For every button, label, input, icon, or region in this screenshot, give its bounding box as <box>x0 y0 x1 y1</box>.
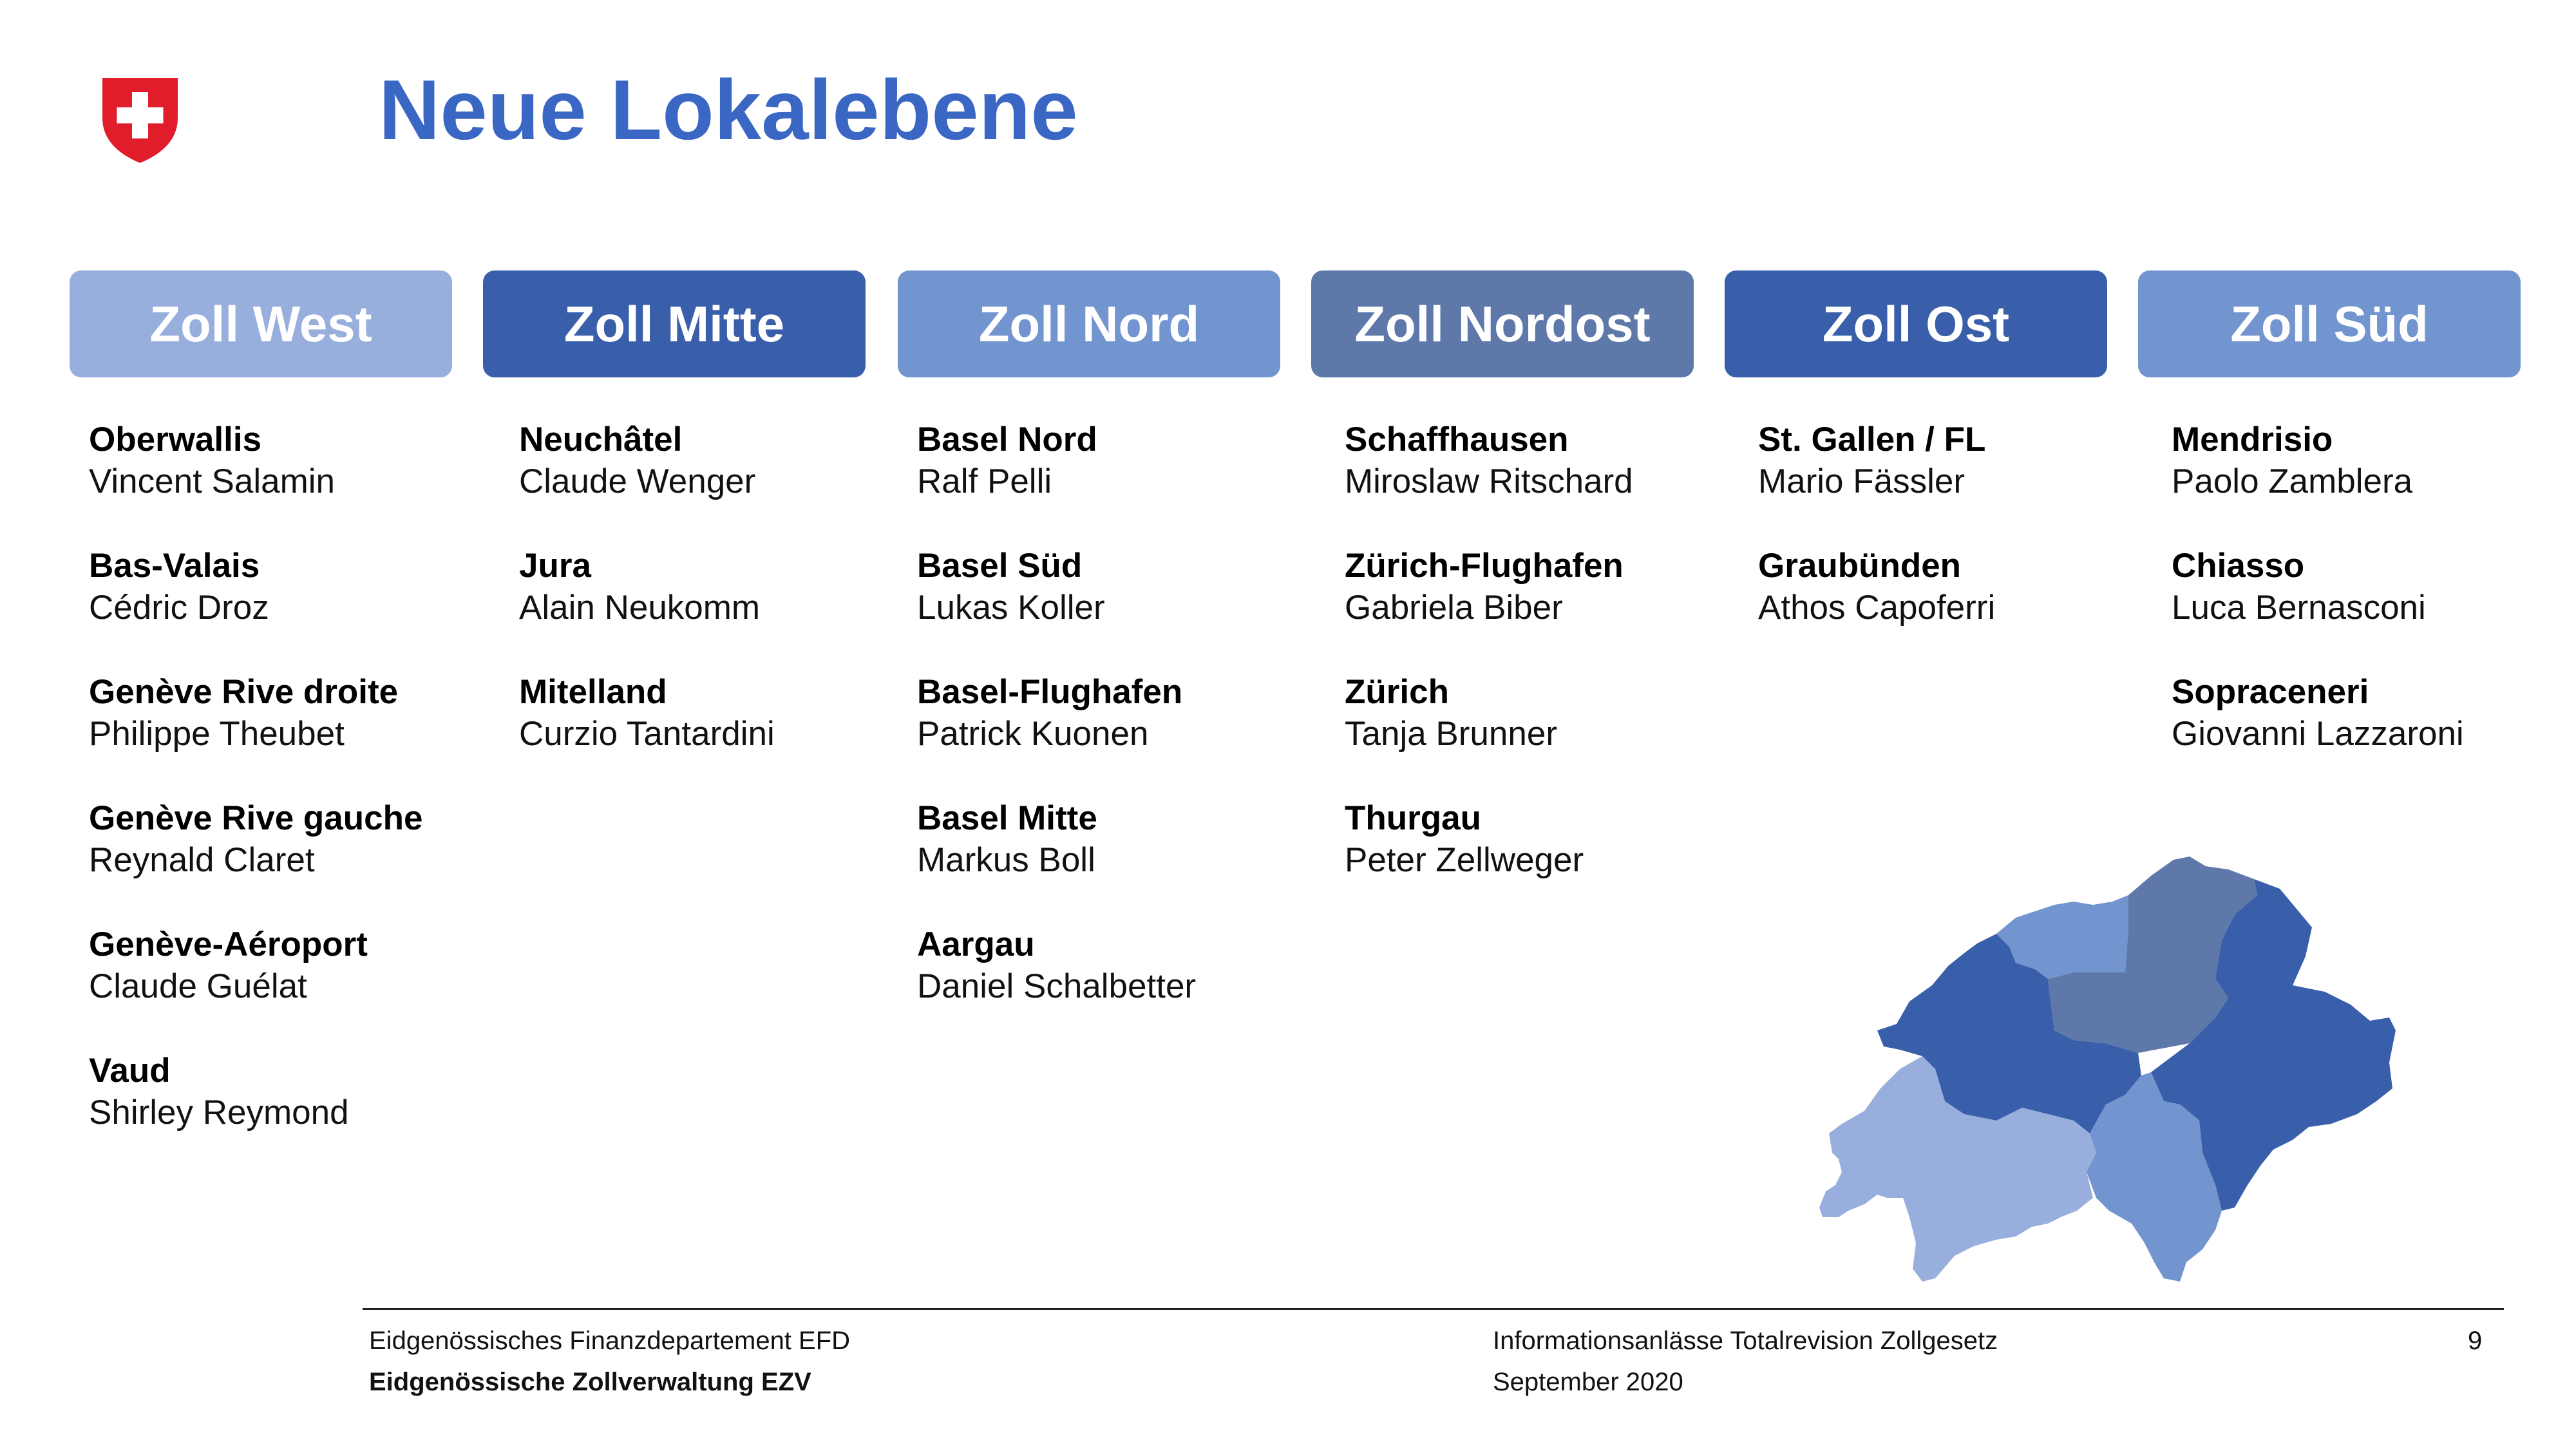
office-entry <box>519 671 918 797</box>
footer-divider <box>363 1308 2504 1310</box>
office-name: Chiasso <box>2172 547 2305 585</box>
office-head: Mario Fässler <box>1758 462 1965 500</box>
office-name: Bas-Valais <box>89 547 260 585</box>
office-entry <box>917 545 1316 671</box>
office-head: Markus Boll <box>917 841 1095 879</box>
office-name: Neuchâtel <box>519 421 683 459</box>
office-head: Luca Bernasconi <box>2172 589 2426 627</box>
office-name: Mitelland <box>519 673 667 711</box>
office-name: Thurgau <box>1345 799 1481 837</box>
office-entry <box>917 923 1316 1050</box>
office-entry <box>89 671 488 797</box>
office-head: Alain Neukomm <box>519 589 761 627</box>
region-header-west: Zoll West <box>70 270 452 377</box>
office-entry <box>89 419 488 545</box>
office-entry <box>1345 545 1744 671</box>
office-entry <box>89 923 488 1050</box>
offices-sued <box>2172 419 2571 797</box>
office-name: Oberwallis <box>89 421 262 459</box>
region-header-nordost: Zoll Nordost <box>1311 270 1694 377</box>
office-entry <box>917 797 1316 923</box>
footer-department: Eidgenössisches Finanzdepartement EFD <box>369 1327 851 1355</box>
office-name: Genève-Aéroport <box>89 925 368 963</box>
offices-nord <box>917 419 1316 1050</box>
region-header-mitte: Zoll Mitte <box>483 270 866 377</box>
footer-date: September 2020 <box>1493 1368 1683 1396</box>
office-head: Gabriela Biber <box>1345 589 1563 627</box>
switzerland-region-map <box>1803 850 2512 1294</box>
office-head: Miroslaw Ritschard <box>1345 462 1633 500</box>
footer-event: Informationsanlässe Totalrevision Zollgesetz <box>1493 1327 1998 1355</box>
office-head: Vincent Salamin <box>89 462 336 500</box>
office-name: Graubünden <box>1758 547 1962 585</box>
office-entry <box>2172 419 2571 545</box>
office-name: Zürich-Flughafen <box>1345 547 1624 585</box>
office-entry <box>1345 419 1744 545</box>
office-entry <box>2172 671 2571 797</box>
office-name: Jura <box>519 547 591 585</box>
office-head: Daniel Schalbetter <box>917 967 1197 1005</box>
office-head: Athos Capoferri <box>1758 589 1996 627</box>
office-head: Lukas Koller <box>917 589 1105 627</box>
office-entry <box>1345 797 1744 923</box>
office-entry <box>89 1050 488 1176</box>
office-name: Basel Süd <box>917 547 1083 585</box>
page-number: 9 <box>2468 1327 2483 1355</box>
office-name: Schaffhausen <box>1345 421 1569 459</box>
office-entry <box>1758 545 2157 671</box>
office-name: Mendrisio <box>2172 421 2333 459</box>
offices-nordost <box>1345 419 1744 923</box>
office-head: Patrick Kuonen <box>917 715 1149 753</box>
office-name: Basel Mitte <box>917 799 1097 837</box>
offices-ost <box>1758 419 2157 671</box>
office-head: Shirley Reymond <box>89 1094 349 1132</box>
office-entry <box>89 797 488 923</box>
office-entry <box>1345 671 1744 797</box>
office-name: Basel Nord <box>917 421 1097 459</box>
office-name: Sopraceneri <box>2172 673 2369 711</box>
office-entry <box>89 545 488 671</box>
office-entry <box>519 419 918 545</box>
office-name: Genève Rive gauche <box>89 799 423 837</box>
office-head: Ralf Pelli <box>917 462 1052 500</box>
office-head: Giovanni Lazzaroni <box>2172 715 2464 753</box>
office-name: Genève Rive droite <box>89 673 399 711</box>
region-header-nord: Zoll Nord <box>898 270 1280 377</box>
office-name: Aargau <box>917 925 1035 963</box>
office-head: Paolo Zamblera <box>2172 462 2413 500</box>
office-head: Philippe Theubet <box>89 715 345 753</box>
region-header-sued: Zoll Süd <box>2138 270 2521 377</box>
office-head: Reynald Claret <box>89 841 315 879</box>
footer-administration: Eidgenössische Zollverwaltung EZV <box>369 1368 811 1396</box>
office-head: Peter Zellweger <box>1345 841 1584 879</box>
slide-title: Neue Lokalebene <box>379 62 1078 157</box>
offices-mitte <box>519 419 918 797</box>
office-entry <box>917 419 1316 545</box>
office-name: St. Gallen / FL <box>1758 421 1986 459</box>
office-head: Tanja Brunner <box>1345 715 1557 753</box>
office-head: Cédric Droz <box>89 589 269 627</box>
region-header-ost: Zoll Ost <box>1725 270 2107 377</box>
swiss-shield-icon <box>100 74 180 164</box>
office-entry <box>1758 419 2157 545</box>
office-head: Claude Wenger <box>519 462 756 500</box>
office-head: Curzio Tantardini <box>519 715 775 753</box>
office-name: Vaud <box>89 1052 171 1090</box>
office-name: Zürich <box>1345 673 1449 711</box>
office-entry <box>917 671 1316 797</box>
office-entry <box>519 545 918 671</box>
office-entry <box>2172 545 2571 671</box>
office-name: Basel-Flughafen <box>917 673 1183 711</box>
office-head: Claude Guélat <box>89 967 307 1005</box>
offices-west <box>89 419 488 1176</box>
